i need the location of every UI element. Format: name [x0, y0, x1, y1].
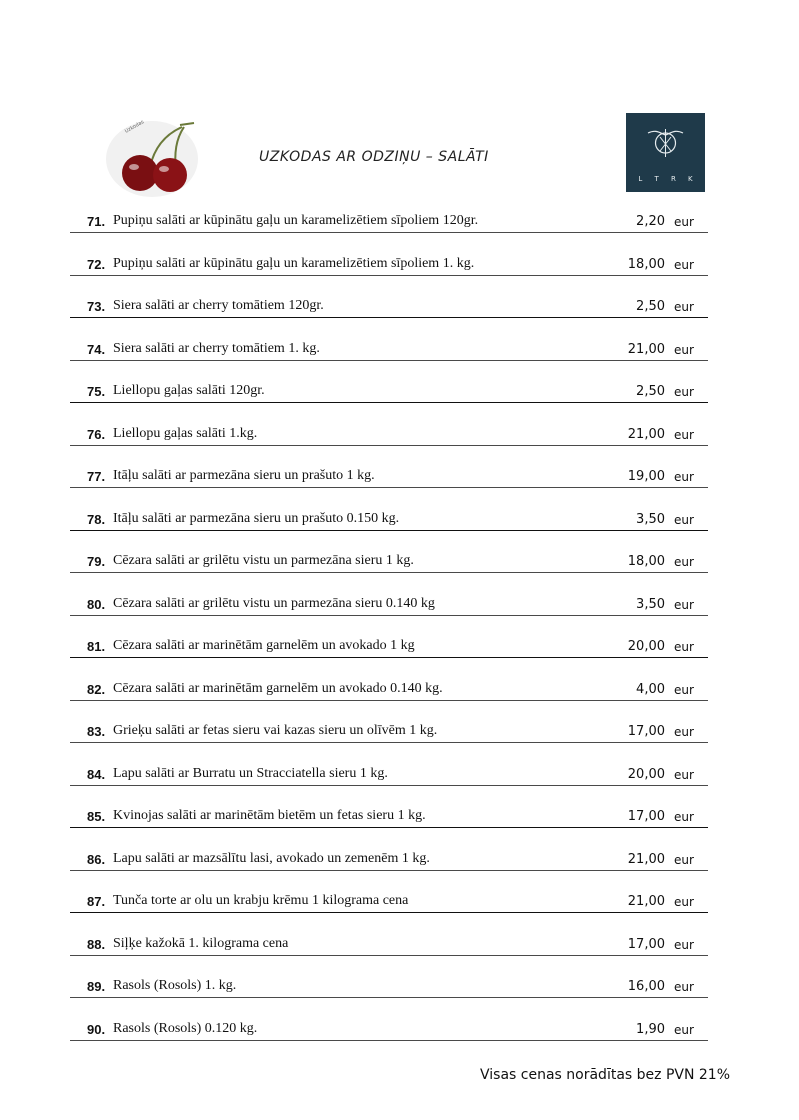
menu-row [70, 243, 708, 276]
menu-row [70, 753, 708, 786]
menu-row [70, 285, 708, 318]
item-name: Lapu salāti ar Burratu un Stracciatella sieru 1 kg. [113, 766, 388, 781]
item-price: 21,00 [627, 894, 665, 909]
menu-row [70, 1008, 708, 1041]
item-name: Cēzara salāti ar marinētām garnelēm un avokado 1 kg [113, 638, 415, 653]
item-number: 85. [87, 809, 106, 824]
item-number: 81. [87, 639, 106, 654]
item-price: 17,00 [627, 724, 665, 739]
item-name: Cēzara salāti ar grilētu vistu un parmezāna sieru 0.140 kg [113, 596, 435, 611]
page-title: UZKODAS AR ODZIŅU – SALĀTI [259, 149, 489, 165]
item-price: 21,00 [627, 427, 665, 442]
item-currency: eur [674, 598, 694, 612]
menu-row [70, 328, 708, 361]
item-price: 4,00 [636, 682, 665, 697]
item-price: 1,90 [636, 1022, 665, 1037]
svg-text:Uzkodas: Uzkodas [124, 119, 146, 135]
item-number: 74. [87, 342, 106, 357]
item-number: 88. [87, 937, 106, 952]
item-name: Siļķe kažokā 1. kilograma cena [113, 936, 289, 951]
item-currency: eur [674, 470, 694, 484]
item-number: 90. [87, 1022, 106, 1037]
item-currency: eur [674, 513, 694, 527]
item-currency: eur [674, 895, 694, 909]
item-currency: eur [674, 980, 694, 994]
item-currency: eur [674, 768, 694, 782]
item-name: Pupiņu salāti ar kūpinātu gaļu un karamelizētiem sīpoliem 1. kg. [113, 256, 475, 271]
item-number: 82. [87, 682, 106, 697]
item-name: Rasols (Rosols) 0.120 kg. [113, 1021, 258, 1036]
item-name: Lapu salāti ar mazsālītu lasi, avokado un zemenēm 1 kg. [113, 851, 430, 866]
menu-row [70, 583, 708, 616]
menu-row [70, 455, 708, 488]
cherry-logo-icon [104, 115, 200, 199]
item-currency: eur [674, 428, 694, 442]
item-price: 19,00 [627, 469, 665, 484]
item-currency: eur [674, 343, 694, 357]
emblem-icon [626, 113, 705, 173]
item-price: 3,50 [636, 597, 665, 612]
item-currency: eur [674, 258, 694, 272]
item-number: 86. [87, 852, 106, 867]
item-name: Itāļu salāti ar parmezāna sieru un prašuto 0.150 kg. [113, 511, 400, 526]
ltrk-logo-text: L T R K [638, 175, 698, 183]
item-number: 83. [87, 724, 106, 739]
item-name: Itāļu salāti ar parmezāna sieru un prašuto 1 kg. [113, 468, 375, 483]
item-name: Siera salāti ar cherry tomātiem 1. kg. [113, 341, 320, 356]
menu-row [70, 965, 708, 998]
item-name: Kvinojas salāti ar marinētām bietēm un fetas sieru 1 kg. [113, 808, 426, 823]
item-currency: eur [674, 555, 694, 569]
menu-row [70, 668, 708, 701]
menu-row [70, 200, 708, 233]
ltrk-logo [626, 113, 705, 192]
item-price: 16,00 [627, 979, 665, 994]
item-number: 75. [87, 384, 106, 399]
item-price: 21,00 [627, 342, 665, 357]
item-name: Cēzara salāti ar marinētām garnelēm un avokado 0.140 kg. [113, 681, 443, 696]
item-currency: eur [674, 725, 694, 739]
item-name: Liellopu gaļas salāti 120gr. [113, 383, 265, 398]
item-number: 72. [87, 257, 106, 272]
menu-row [70, 710, 708, 743]
item-number: 77. [87, 469, 106, 484]
menu-row [70, 370, 708, 403]
item-price: 20,00 [627, 639, 665, 654]
item-price: 2,20 [636, 214, 665, 229]
item-number: 87. [87, 894, 106, 909]
item-name: Pupiņu salāti ar kūpinātu gaļu un karamelizētiem sīpoliem 120gr. [113, 213, 479, 228]
vat-note: Visas cenas norādītas bez PVN 21% [480, 1067, 731, 1083]
item-number: 79. [87, 554, 106, 569]
item-number: 78. [87, 512, 106, 527]
item-name: Liellopu gaļas salāti 1.kg. [113, 426, 258, 441]
menu-row [70, 923, 708, 956]
menu-row [70, 540, 708, 573]
item-price: 3,50 [636, 512, 665, 527]
item-currency: eur [674, 300, 694, 314]
item-currency: eur [674, 853, 694, 867]
item-price: 2,50 [636, 299, 665, 314]
item-price: 21,00 [627, 852, 665, 867]
item-currency: eur [674, 640, 694, 654]
item-name: Rasols (Rosols) 1. kg. [113, 978, 237, 993]
item-price: 17,00 [627, 937, 665, 952]
item-price: 18,00 [627, 257, 665, 272]
item-currency: eur [674, 938, 694, 952]
menu-row [70, 498, 708, 531]
item-currency: eur [674, 1023, 694, 1037]
item-name: Grieķu salāti ar fetas sieru vai kazas sieru un olīvēm 1 kg. [113, 723, 438, 738]
item-price: 18,00 [627, 554, 665, 569]
item-currency: eur [674, 215, 694, 229]
menu-row [70, 413, 708, 446]
item-currency: eur [674, 683, 694, 697]
item-currency: eur [674, 385, 694, 399]
menu-row [70, 625, 708, 658]
item-number: 71. [87, 214, 106, 229]
item-price: 17,00 [627, 809, 665, 824]
menu-row [70, 880, 708, 913]
item-price: 2,50 [636, 384, 665, 399]
item-number: 73. [87, 299, 106, 314]
item-currency: eur [674, 810, 694, 824]
item-name: Cēzara salāti ar grilētu vistu un parmezāna sieru 1 kg. [113, 553, 414, 568]
menu-row [70, 795, 708, 828]
item-name: Tunča torte ar olu un krabju krēmu 1 kilograma cena [113, 893, 409, 908]
item-number: 89. [87, 979, 106, 994]
item-number: 84. [87, 767, 106, 782]
item-number: 80. [87, 597, 106, 612]
item-number: 76. [87, 427, 106, 442]
menu-row [70, 838, 708, 871]
item-price: 20,00 [627, 767, 665, 782]
item-name: Siera salāti ar cherry tomātiem 120gr. [113, 298, 324, 313]
